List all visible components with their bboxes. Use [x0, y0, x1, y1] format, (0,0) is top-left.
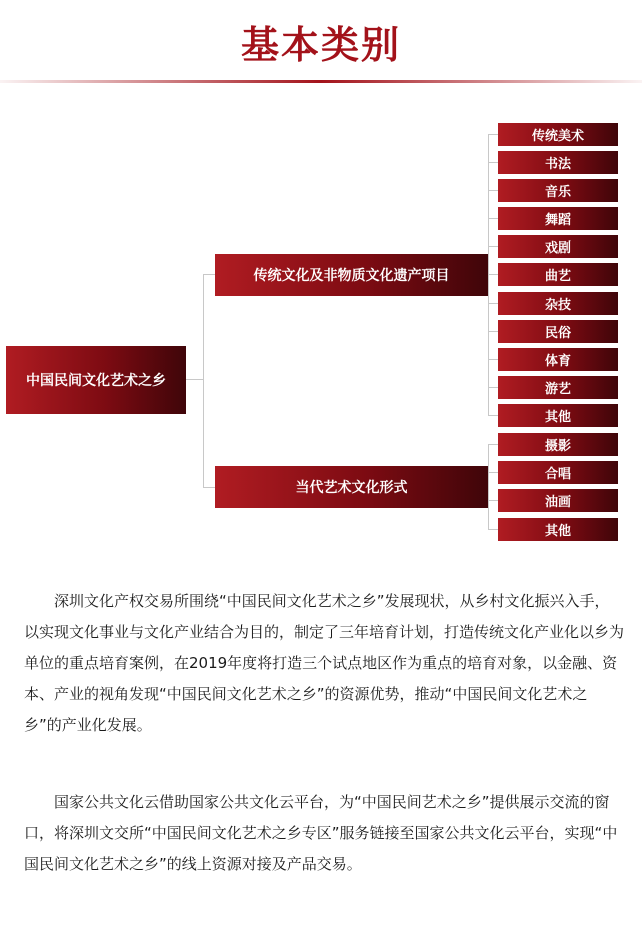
leaf-connector: [488, 246, 498, 247]
leaf-node: 油画: [498, 489, 618, 512]
leaf-connector: [488, 415, 498, 416]
leaf-node: 游艺: [498, 376, 618, 399]
leaf-node: 合唱: [498, 461, 618, 484]
connector-branch-2-vertical: [488, 444, 489, 530]
leaf-connector: [488, 444, 498, 445]
connector-branch-1-vertical: [488, 134, 489, 416]
root-node: 中国民间文化艺术之乡: [6, 346, 186, 414]
leaf-connector: [488, 500, 498, 501]
paragraph-intro: 深圳文化产权交易所围绕“中国民间文化艺术之乡”发展现状，从乡村文化振兴入手，以实现文化事业与文化产业结合为目的，制定了三年培育计划，打造传统文化产业化以乡为单位的重点培育案例，在2019年度将打造三个试点地区作为重点的培育对象，以金融、资本、产业的视角发现“中国民间文化艺术之乡”的资源优势，推动“中国民间文化艺术之乡”的产业化发展。: [24, 592, 625, 734]
page-title: 基本类别: [240, 23, 401, 67]
leaf-node: 其他: [498, 404, 618, 427]
leaf-node: 曲艺: [498, 263, 618, 286]
branch-node-traditional: 传统文化及非物质文化遗产项目: [215, 254, 488, 296]
leaf-node: 摄影: [498, 433, 618, 456]
leaf-connector: [488, 218, 498, 219]
leaf-connector: [488, 529, 498, 530]
leaf-node: 书法: [498, 151, 618, 174]
leaf-connector: [488, 387, 498, 388]
leaf-node: 其他: [498, 518, 618, 541]
paragraph-platform: 国家公共文化云借助国家公共文化云平台，为“中国民间艺术之乡”提供展示交流的窗口，将深圳文交所“中国民间文化艺术之乡专区”服务链接至国家公共文化云平台，实现“中国民间文化艺术之乡”的线上资源对接及产品交易。: [24, 793, 618, 873]
leaf-connector: [488, 331, 498, 332]
title-divider: [0, 80, 642, 83]
leaf-connector: [488, 190, 498, 191]
connector-branch-1: [203, 274, 215, 275]
leaf-connector: [488, 134, 498, 135]
connector-root: [186, 379, 204, 380]
connector-root-vertical: [203, 274, 204, 488]
leaf-node: 体育: [498, 348, 618, 371]
leaf-node: 民俗: [498, 320, 618, 343]
leaf-connector: [488, 303, 498, 304]
leaf-node: 舞蹈: [498, 207, 618, 230]
branch-node-contemporary: 当代艺术文化形式: [215, 466, 488, 508]
leaf-node: 杂技: [498, 292, 618, 315]
leaf-connector: [488, 274, 498, 275]
leaf-connector: [488, 162, 498, 163]
leaf-connector: [488, 472, 498, 473]
leaf-node: 音乐: [498, 179, 618, 202]
leaf-connector: [488, 359, 498, 360]
leaf-node: 戏剧: [498, 235, 618, 258]
connector-branch-2: [203, 487, 215, 488]
leaf-node: 传统美术: [498, 123, 618, 146]
